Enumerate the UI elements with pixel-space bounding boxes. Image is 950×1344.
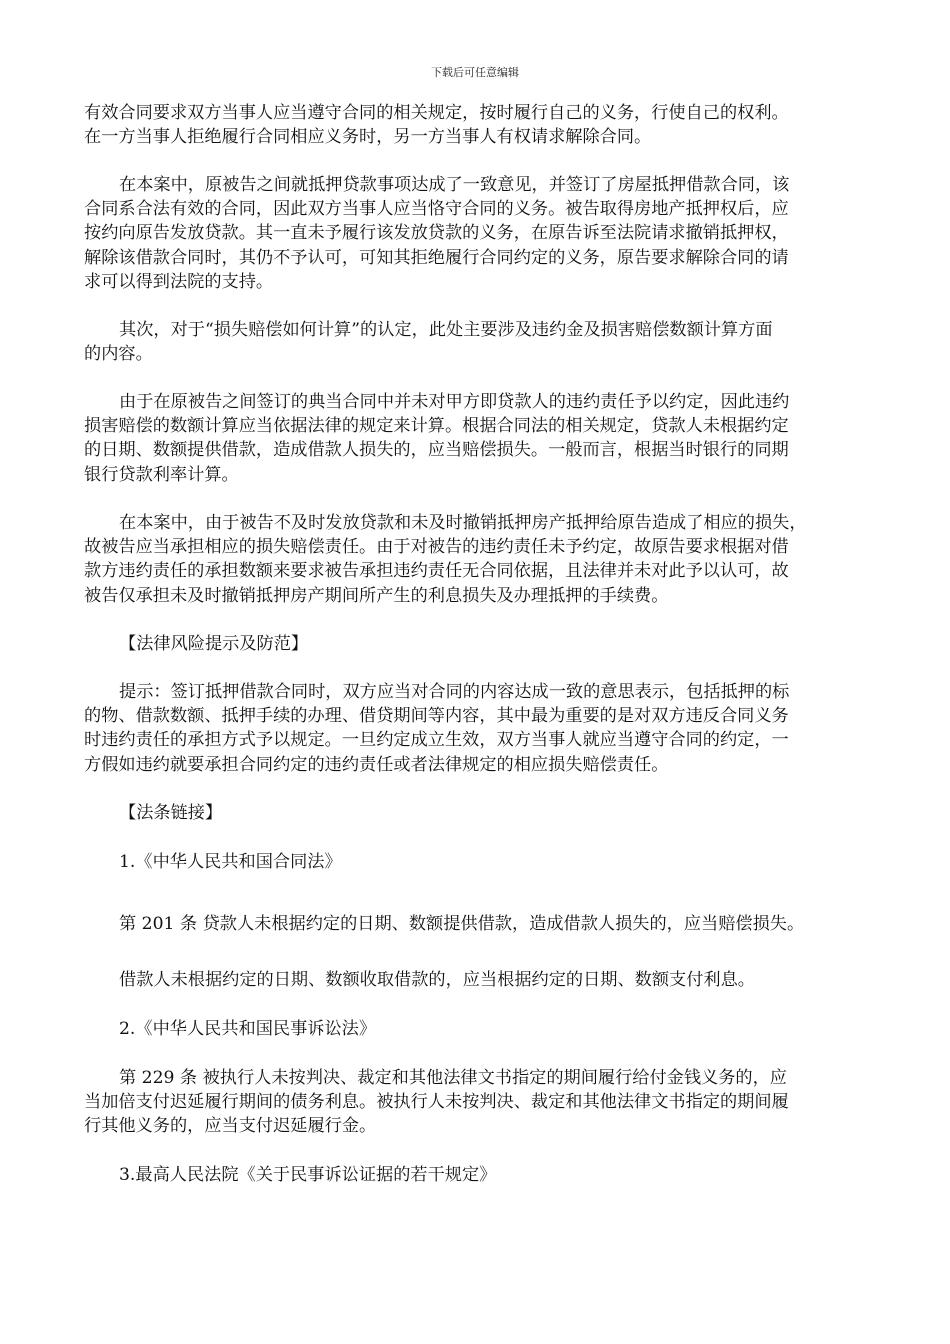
text-line: 在本案中，原被告之间就抵押贷款事项达成了一致意见，并签订了房屋抵押借款合同，该: [119, 175, 790, 195]
text-line: 3.最高人民法院《关于民事诉讼证据的若干规定》: [119, 1165, 497, 1185]
text-line: 款方违约责任的承担数额来要求被告承担违约责任无合同依据，且法律并未对此予以认可，故: [84, 561, 789, 582]
paragraph: [84, 968, 874, 992]
text-line: 方假如违约就要承担合同约定的违约责任或者法律规定的相应损失赔偿责任。: [84, 754, 669, 775]
law-title: [84, 1163, 874, 1187]
text-line: 银行贷款利率计算。: [84, 464, 239, 485]
paragraph: [84, 680, 874, 777]
text-line: 由于在原被告之间签订的典当合同中并未对甲方即贷款人的违约责任予以约定，因此违约: [119, 392, 790, 412]
text-line: 其次，对于“损失赔偿如何计算”的认定，此处主要涉及违约金及损害赔偿数额计算方面: [119, 320, 773, 340]
section-heading: [84, 801, 874, 825]
text-line: 故被告应当承担相应的损失赔偿责任。由于对被告的违约责任未予约定，故原告要求根据对借: [84, 537, 789, 558]
text-line: 第 201 条 贷款人未根据约定的日期、数额提供借款，造成借款人损失的，应当赔偿损失。: [119, 914, 805, 934]
paragraph: [84, 511, 874, 608]
text-line: 的物、借款数额、抵押手续的办理、借贷期间等内容，其中最为重要的是对双方违反合同义务: [84, 706, 789, 727]
text-line: 【法律风险提示及防范】: [119, 634, 309, 654]
section-heading: [84, 632, 874, 656]
text-line: 时违约责任的承担方式予以规定。一旦约定成立生效，双方当事人就应当遵守合同的约定，一: [84, 730, 789, 751]
text-line: 第 229 条 被执行人未按判决、裁定和其他法律文书指定的期间履行给付金钱义务的，应: [119, 1068, 787, 1088]
text-line: 【法条链接】: [119, 803, 223, 823]
paragraph: [84, 318, 874, 366]
text-line: 在一方当事人拒绝履行合同相应义务时，另一方当事人有权请求解除合同。: [84, 127, 652, 148]
text-line: 行其他义务的，应当支付迟延履行金。: [84, 1116, 377, 1137]
text-line: 在本案中，由于被告不及时发放贷款和未及时撤销抵押房产抵押给原告造成了相应的损失，: [119, 513, 807, 533]
text-line: 有效合同要求双方当事人应当遵守合同的相关规定，按时履行自己的义务，行使自己的权利。: [84, 103, 789, 123]
text-line: 提示：签订抵押借款合同时，双方应当对合同的内容达成一致的意思表示，包括抵押的标: [119, 682, 790, 702]
text-line: 损害赔偿的数额计算应当依据法律的规定来计算。根据合同法的相关规定，贷款人未根据约定: [84, 416, 789, 437]
law-title: [84, 1017, 874, 1041]
text-line: 求可以得到法院的支持。: [84, 271, 274, 292]
law-article: [84, 1066, 874, 1139]
paragraph: [84, 101, 874, 149]
text-line: 当加倍支付迟延履行期间的债务利息。被执行人未按判决、裁定和其他法律文书指定的期间履: [84, 1092, 789, 1113]
paragraph: [84, 390, 874, 487]
text-line: 解除该借款合同时，其仍不予认可，可知其拒绝履行合同约定的义务，原告要求解除合同的请: [84, 247, 789, 268]
text-line: 合同系合法有效的合同，因此双方当事人应当恪守合同的义务。被告取得房地产抵押权后，应: [84, 199, 789, 220]
text-line: 2.《中华人民共和国民事诉讼法》: [119, 1019, 377, 1039]
law-title: [84, 850, 874, 874]
paragraph: [84, 173, 874, 294]
text-line: 的日期、数额提供借款，造成借款人损失的，应当赔偿损失。一般而言，根据当时银行的同期: [84, 440, 789, 461]
law-article: [84, 912, 874, 936]
page-header: 下载后可任意编辑: [431, 66, 519, 79]
text-line: 的内容。: [84, 344, 153, 365]
text-line: 1.《中华人民共和国合同法》: [119, 852, 342, 872]
text-line: 按约向原告发放贷款。其一直未予履行该发放贷款的义务，在原告诉至法院请求撤销抵押权，: [84, 223, 789, 244]
text-line: 借款人未根据约定的日期、数额收取借款的，应当根据约定的日期、数额支付利息。: [119, 970, 755, 990]
text-line: 被告仅承担未及时撤销抵押房产期间所产生的利息损失及办理抵押的手续费。: [84, 585, 669, 606]
